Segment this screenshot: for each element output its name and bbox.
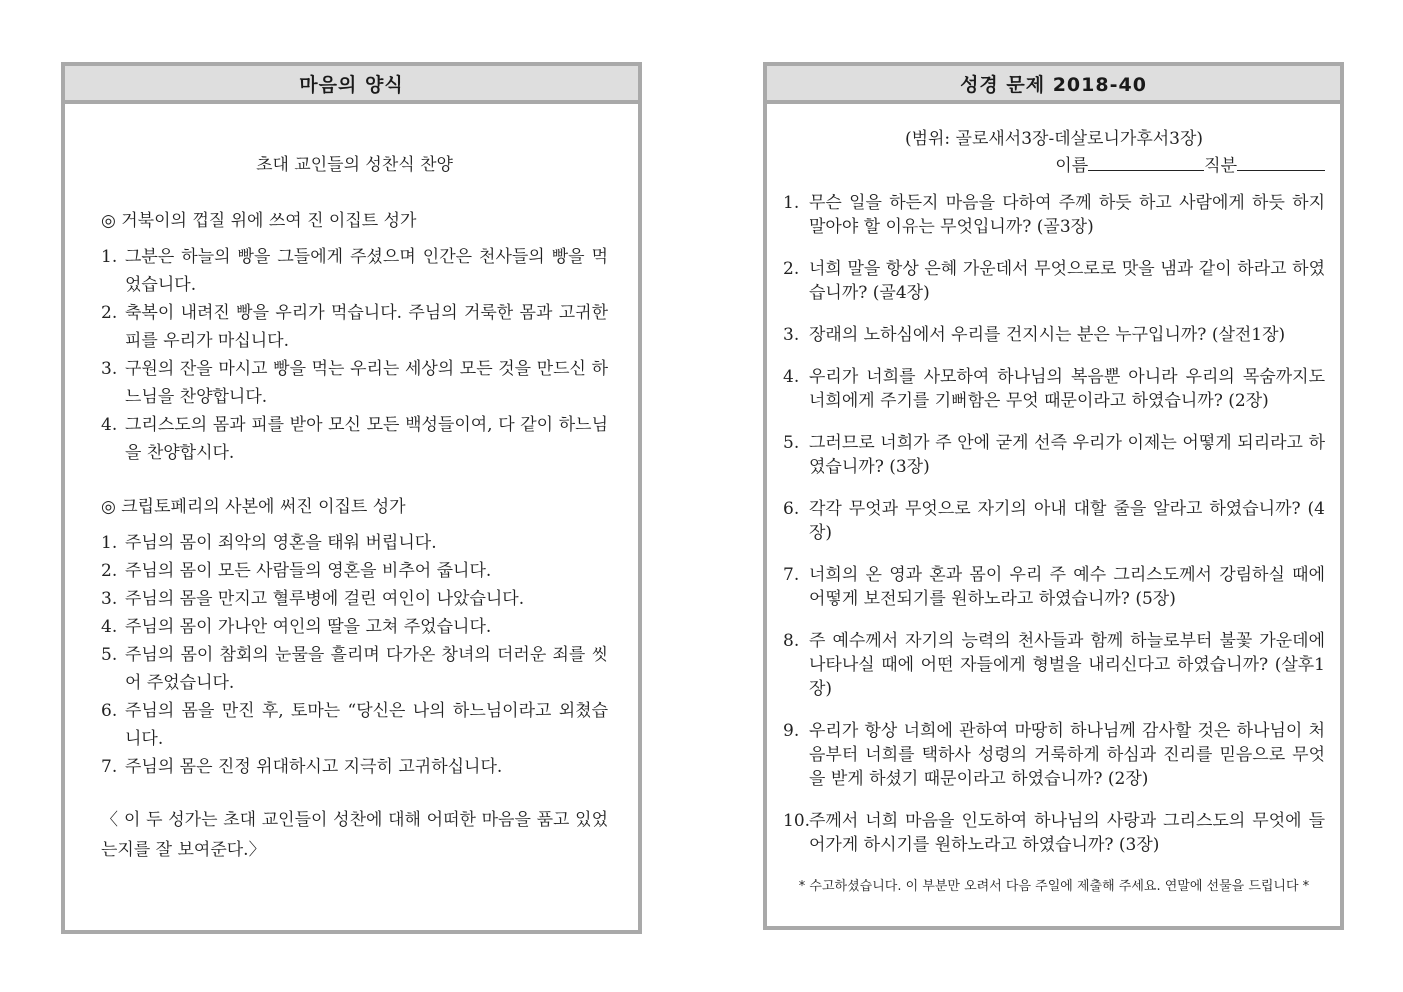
list-item [101, 529, 608, 557]
list-item [101, 557, 608, 585]
item-number: 6. [101, 701, 118, 721]
item-number: 5. [101, 645, 118, 665]
list-item [101, 411, 608, 467]
question-text: 각각 무엇과 무엇으로 자기의 아내 대할 줄을 알라고 하였습니까? (4장) [809, 499, 1325, 543]
item-number: 1. [101, 247, 118, 267]
item-text: 주님의 몸은 진정 위대하시고 지극히 고귀하십니다. [125, 757, 503, 777]
item-number: 4. [101, 617, 118, 637]
position-label: 직분 [1204, 156, 1237, 176]
hymn-section-1 [101, 207, 608, 467]
question-number: 8. [783, 631, 800, 651]
list-item [101, 585, 608, 613]
submission-note: * 수고하셨습니다. 이 부분만 오려서 다음 주일에 제출해 주세요. 연말에 선물을 드립니다 * [798, 879, 1310, 894]
quiz-range: (범위: 골로새서3장-데살로니가후서3장) [904, 129, 1204, 149]
item-text: 주님의 몸이 모든 사람들의 영혼을 비추어 줍니다. [125, 561, 492, 581]
question-text: 우리가 항상 너희에 관하여 마땅히 하나님께 감사할 것은 하나님이 처음부터 너희를 택하사 성령의 거룩하게 하심과 진리를 믿음으로 무엇을 받게 하셨기 때문이라고 하였습니까? (2장) [809, 721, 1325, 789]
question-number: 5. [783, 433, 800, 453]
item-text: 주님의 몸이 참회의 눈물을 흘리며 다가온 창녀의 더러운 죄를 씻어 주었습니다. [125, 645, 608, 693]
item-number: 3. [101, 589, 118, 609]
item-number: 7. [101, 757, 118, 777]
question-number: 6. [783, 499, 800, 519]
item-number: 1. [101, 533, 118, 553]
hymn-section-2-title: ◎ 크립토페리의 사본에 써진 이집트 성가 [101, 497, 406, 517]
question-item [783, 365, 1325, 413]
question-item [783, 809, 1325, 857]
item-text: 주님의 몸을 만지고 혈루병에 걸린 여인이 나았습니다. [125, 589, 525, 609]
item-text: 그리스도의 몸과 피를 받아 모신 모든 백성들이여, 다 같이 하느님을 찬양합시다. [125, 415, 608, 463]
question-item [783, 257, 1325, 305]
hymn-section-2 [101, 493, 608, 781]
question-text: 그러므로 너희가 주 안에 굳게 선즉 우리가 이제는 어떻게 되리라고 하였습니까? (3장) [809, 433, 1325, 477]
name-blank-field[interactable] [1088, 152, 1204, 171]
question-number: 4. [783, 367, 800, 387]
item-text: 구원의 잔을 마시고 빵을 먹는 우리는 세상의 모든 것을 만드신 하느님을 찬양합니다. [125, 359, 608, 407]
question-item [783, 629, 1325, 701]
question-item [783, 431, 1325, 479]
question-item [783, 719, 1325, 791]
item-text: 주님의 몸이 죄악의 영혼을 태워 버립니다. [125, 533, 437, 553]
name-label: 이름 [1055, 156, 1089, 176]
question-text: 주 예수께서 자기의 능력의 천사들과 함께 하늘로부터 불꽃 가운데에 나타나실 때에 어떤 자들에게 형벌을 내리신다고 하였습니까? (살후1장) [809, 631, 1325, 699]
item-text: 주님의 몸을 만진 후, 토마는 “당신은 나의 하느님이라고 외쳤습니다. [125, 701, 608, 749]
question-number: 9. [783, 721, 800, 741]
question-item [783, 497, 1325, 545]
question-item [783, 323, 1325, 347]
question-text: 너희의 온 영과 혼과 몸이 우리 주 예수 그리스도께서 강림하실 때에 어떻게 보전되기를 원하노라고 하였습니까? (5장) [809, 565, 1325, 609]
list-item [101, 613, 608, 641]
list-item [101, 355, 608, 411]
list-item [101, 243, 608, 299]
question-text: 너희 말을 항상 은혜 가운데서 무엇으로로 맛을 냄과 같이 하라고 하였습니까? (골4장) [809, 259, 1325, 303]
left-subtitle: 초대 교인들의 성찬식 찬양 [256, 155, 453, 175]
right-panel-body [767, 126, 1340, 894]
question-number: 2. [783, 259, 800, 279]
question-text: 주께서 너희 마음을 인도하여 하나님의 사랑과 그리스도의 무엇에 들어가게 하시기를 원하노라고 하였습니까? (3장) [809, 811, 1325, 855]
position-blank-field[interactable] [1237, 152, 1325, 171]
item-number: 2. [101, 303, 118, 323]
name-row [783, 152, 1325, 179]
question-text: 장래의 노하심에서 우리를 건지시는 분은 누구입니까? (살전1장) [809, 325, 1286, 345]
item-number: 3. [101, 359, 118, 379]
left-panel-body [65, 150, 638, 865]
list-item [101, 697, 608, 753]
list-item [101, 299, 608, 355]
item-text: 축복이 내려진 빵을 우리가 먹습니다. 주님의 거룩한 몸과 고귀한 피를 우리가 마십니다. [125, 303, 608, 351]
item-text: 주님의 몸이 가나안 여인의 딸을 고쳐 주었습니다. [125, 617, 492, 637]
list-item [101, 641, 608, 697]
question-number: 7. [783, 565, 800, 585]
right-panel [763, 62, 1344, 930]
right-panel-title: 성경 문제 2018-40 [767, 66, 1340, 104]
question-number: 1. [783, 193, 800, 213]
item-text: 그분은 하늘의 빵을 그들에게 주셨으며 인간은 천사들의 빵을 먹었습니다. [125, 247, 608, 295]
question-item [783, 563, 1325, 611]
item-number: 2. [101, 561, 118, 581]
question-item [783, 191, 1325, 239]
closing-note: 〈 이 두 성가는 초대 교인들이 성찬에 대해 어떠한 마음을 품고 있었는지를 잘 보여준다.〉 [101, 810, 608, 860]
question-number: 3. [783, 325, 800, 345]
question-text: 무슨 일을 하든지 마음을 다하여 주께 하듯 하고 사람에게 하듯 하지 말아야 할 이유는 무엇입니까? (골3장) [809, 193, 1325, 237]
left-panel-title: 마음의 양식 [65, 66, 638, 104]
item-number: 4. [101, 415, 118, 435]
hymn-section-1-title: ◎ 거북이의 껍질 위에 쓰여 진 이집트 성가 [101, 211, 417, 231]
list-item [101, 753, 608, 781]
question-text: 우리가 너희를 사모하여 하나님의 복음뿐 아니라 우리의 목숨까지도 너희에게 주기를 기뻐함은 무엇 때문이라고 하였습니까? (2장) [809, 367, 1325, 411]
question-number: 10. [783, 811, 811, 831]
left-panel [61, 62, 642, 934]
